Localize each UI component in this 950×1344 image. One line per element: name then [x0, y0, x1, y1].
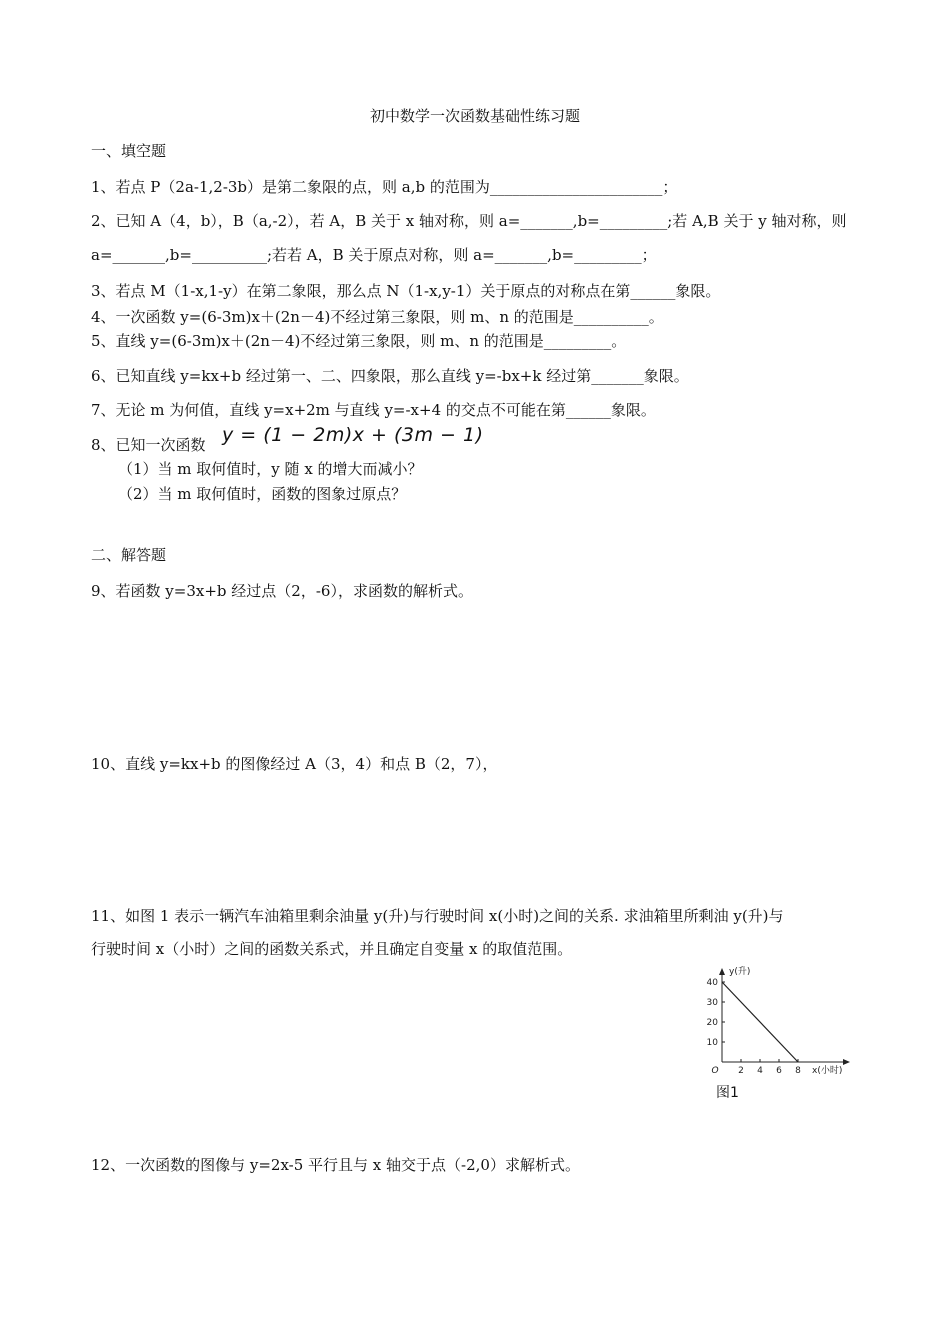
y-tick-label: 10 — [706, 1038, 718, 1048]
section-heading-answer: 二、解答题 — [91, 546, 167, 564]
x-tick-label: 8 — [795, 1066, 801, 1076]
x-tick-label: 6 — [776, 1066, 782, 1076]
x-tick-label: 2 — [738, 1066, 744, 1076]
question-12: 12、一次函数的图像与 y=2x-5 平行且与 x 轴交于点（-2,0）求解析式。 — [91, 1156, 580, 1174]
origin-label: O — [711, 1066, 719, 1076]
question-8: 8、已知一次函数 — [91, 436, 206, 454]
y-tick-label: 20 — [706, 1018, 718, 1028]
question-3: 3、若点 M（1-x,1-y）在第二象限，那么点 N（1-x,y-1）关于原点的对称点在第______象限。 — [91, 282, 721, 300]
y-axis-arrow — [719, 968, 725, 975]
question-8-formula: y = (1 − 2m)x + (3m − 1) — [222, 424, 484, 446]
x-tick-label: 4 — [757, 1066, 763, 1076]
question-11-line-2: 行驶时间 x（小时）之间的函数关系式，并且确定自变量 x 的取值范围。 — [91, 940, 573, 958]
question-1: 1、若点 P（2a-1,2-3b）是第二象限的点，则 a,b 的范围为_______________________； — [91, 178, 678, 196]
question-4: 4、一次函数 y=(6-3m)x＋(2n－4)不经过第三象限，则 m、n 的范围是__________。 — [91, 308, 664, 326]
figure-1-caption: 图1 — [716, 1085, 739, 1101]
question-5: 5、直线 y=(6-3m)x＋(2n－4)不经过第三象限，则 m、n 的范围是_________。 — [91, 332, 627, 350]
question-2-line-2: a=_______,b=__________;若若 A，B 关于原点对称，则 a=_______,b=_________； — [91, 246, 657, 264]
y-axis-label: y(升) — [729, 967, 751, 977]
question-6: 6、已知直线 y=kx+b 经过第一、二、四象限，那么直线 y=-bx+k 经过第_______象限。 — [91, 367, 689, 385]
y-tick-label: 30 — [706, 998, 718, 1008]
question-2-line-1: 2、已知 A（4，b），B（a,-2），若 A，B 关于 x 轴对称，则 a=_______,b=_________;若 A,B 关于 y 轴对称，则 — [91, 212, 847, 230]
question-8-sub-1: （1）当 m 取何值时，y 随 x 的增大而减小？ — [118, 460, 423, 478]
y-tick-label: 40 — [706, 978, 718, 988]
section-heading-fill-in: 一、填空题 — [91, 142, 167, 160]
x-axis-arrow — [843, 1059, 850, 1065]
figure-1-chart — [700, 962, 860, 1082]
question-10: 10、直线 y=kx+b 的图像经过 A（3，4）和点 B（2，7）， — [91, 755, 498, 773]
question-8-sub-2: （2）当 m 取何值时，函数的图象过原点？ — [118, 485, 407, 503]
question-11-line-1: 11、如图 1 表示一辆汽车油箱里剩余油量 y(升)与行驶时间 x(小时)之间的关系. 求油箱里所剩油 y(升)与 — [91, 907, 784, 925]
question-7: 7、无论 m 为何值，直线 y=x+2m 与直线 y=-x+4 的交点不可能在第______象限。 — [91, 401, 656, 419]
data-series-line — [722, 982, 798, 1062]
x-axis-label: x(小时) — [812, 1066, 843, 1076]
page-title: 初中数学一次函数基础性练习题 — [369, 107, 580, 125]
question-9: 9、若函数 y=3x+b 经过点（2，-6），求函数的解析式。 — [91, 582, 473, 600]
